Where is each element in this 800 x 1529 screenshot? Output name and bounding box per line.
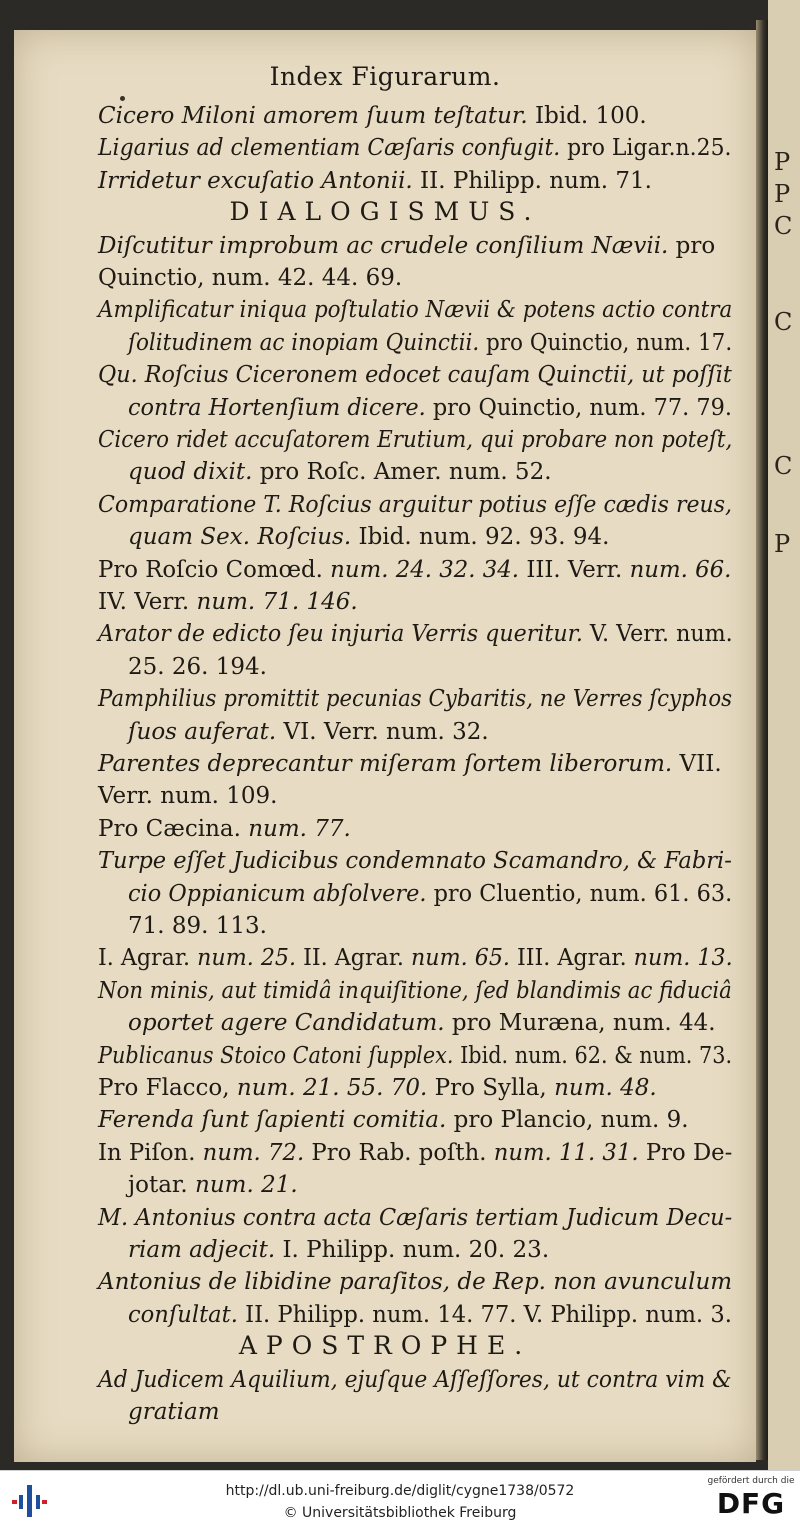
- permalink-url[interactable]: http://dl.ub.uni-freiburg.de/diglit/cygne1738/0572: [225, 1483, 575, 1499]
- page-edge: [756, 20, 768, 1460]
- index-entry-line: [98, 1104, 689, 1136]
- italic-text: num. 72.: [202, 1139, 305, 1166]
- dfg-logo[interactable]: DFG: [716, 1487, 786, 1520]
- roman-text: In Piſon.: [98, 1139, 203, 1166]
- index-entry-line: [98, 618, 733, 650]
- roman-text: pro Roſc. Amer. num. 52.: [252, 459, 552, 486]
- copyright-text: © Universitätsbibliothek Freiburg: [283, 1505, 517, 1521]
- roman-text: II. Philipp. num. 14. 77. V. Philipp. num. 3.: [237, 1301, 732, 1328]
- index-entry-line: [128, 1234, 549, 1266]
- next-page-glyph: C: [774, 452, 793, 480]
- index-entry-line: [128, 910, 267, 942]
- roman-text: II. Philipp. num. 71.: [412, 167, 652, 194]
- italic-text: num. 25.: [197, 945, 297, 972]
- index-entry-line: [98, 359, 732, 391]
- index-entry-line: [98, 1040, 733, 1072]
- index-entry-line: [128, 878, 733, 910]
- italic-text: gratiam: [128, 1399, 220, 1425]
- roman-text: V. Verr. num.: [582, 621, 733, 648]
- italic-text: num. 65.: [411, 945, 510, 972]
- roman-text: III. Agrar.: [509, 945, 634, 972]
- roman-text: I. Philipp. num. 20. 23.: [275, 1237, 550, 1263]
- index-entry-line: [98, 262, 402, 294]
- index-entry-line: [98, 975, 732, 1007]
- index-entry-line: [98, 813, 351, 845]
- index-entry-line: [98, 586, 358, 618]
- book-page: [14, 30, 756, 1462]
- index-entry-line: [98, 845, 732, 877]
- index-entry-line: [128, 521, 609, 553]
- index-entry-line: [98, 1137, 733, 1169]
- italic-text: riam adjecit.: [128, 1237, 276, 1263]
- roman-text: III. Verr.: [519, 556, 630, 583]
- index-entry-line: [98, 1266, 732, 1298]
- italic-text: num. 66.: [629, 556, 732, 583]
- roman-text: pro Cluentio, num. 61. 63.: [426, 880, 733, 907]
- italic-text: Publicanus Stoico Catoni ſupplex.: [98, 1042, 454, 1069]
- next-page-glyph: C: [774, 308, 793, 336]
- index-entry-line: [98, 489, 733, 521]
- roman-text: Ibid. num. 62. & num. 73.: [453, 1042, 733, 1069]
- next-page-glyph: C: [774, 212, 793, 240]
- roman-text: Quinctio, num. 42. 44. 69.: [98, 265, 403, 291]
- viewer-footer: [0, 1470, 800, 1529]
- italic-text: ſolitudinem ac inopiam Quinctii.: [128, 329, 480, 356]
- italic-text: Ad Judicem Aquilium, ejuſque Aſſeſſores, ut contra vim &: [98, 1366, 732, 1393]
- next-page-glyph: P: [774, 180, 791, 208]
- index-entry-line: [128, 651, 267, 683]
- section-heading: APOSTROPHE.: [238, 1331, 532, 1361]
- roman-text: pro Plancio, num. 9.: [446, 1107, 689, 1134]
- roman-text: pro Ligar.n.25.: [560, 135, 732, 162]
- roman-text: Pro Cæcina.: [98, 815, 249, 842]
- index-entry-line: [128, 1169, 298, 1201]
- italic-text: Ligarius ad clementiam Cæſaris confugit.: [98, 135, 561, 162]
- index-entry-line: [98, 1202, 733, 1234]
- roman-text: VII.: [672, 751, 722, 777]
- italic-text: num. 21. 55. 70.: [236, 1075, 428, 1101]
- roman-text: pro Quinctio, num. 17.: [479, 329, 733, 356]
- italic-text: Antonius de libidine paraſitos, de Rep. non avunculum: [98, 1269, 733, 1296]
- index-entry-line: [98, 230, 715, 262]
- italic-text: cio Oppianicum abſolvere.: [128, 880, 427, 907]
- roman-text: pro Muræna, num. 44.: [444, 1010, 716, 1037]
- italic-text: num. 48.: [554, 1075, 657, 1101]
- italic-text: Turpe eſſet Judicibus condemnato Scamandro, & Fabri-: [98, 848, 732, 875]
- italic-text: Irridetur excuſatio Antonii.: [98, 167, 413, 194]
- next-page-glyph: P: [774, 148, 791, 176]
- index-entry-line: [128, 1299, 732, 1331]
- italic-text: Qu. Roſcius Ciceronem edocet cauſam Quinctii, ut poſſit: [98, 362, 732, 389]
- italic-text: Non minis, aut timidâ inquiſitione, ſed blandimis ac fiduciâ: [98, 977, 732, 1004]
- italic-text: quam Sex. Roſcius.: [128, 524, 352, 551]
- italic-text: Comparatione T. Roſcius arguitur potius eſſe cædis reus,: [98, 491, 733, 518]
- index-entry-line: [98, 1364, 732, 1396]
- index-entry-line: [98, 165, 652, 197]
- index-entry-line: [98, 780, 277, 812]
- index-entry-line: [98, 294, 733, 326]
- roman-text: I. Agrar.: [98, 945, 198, 972]
- roman-text: 71. 89. 113.: [128, 913, 267, 939]
- italic-text: quod dixit.: [128, 459, 253, 486]
- roman-text: VI. Verr. num. 32.: [276, 718, 489, 745]
- roman-text: pro Quinctio, num. 77. 79.: [425, 394, 733, 421]
- next-page-glyph: P: [774, 530, 791, 558]
- index-entry-line: [128, 1396, 220, 1428]
- index-entry-line: [98, 1072, 657, 1104]
- italic-text: Parentes deprecantur miſeram ſortem liberorum.: [98, 751, 673, 777]
- index-entry-line: [128, 1007, 716, 1039]
- italic-text: conſultat.: [128, 1301, 238, 1328]
- italic-text: num. 24. 32. 34.: [330, 556, 520, 583]
- italic-text: M. Antonius contra acta Cæſaris tertiam Judicum Decu-: [98, 1204, 733, 1231]
- italic-text: oportet agere Candidatum.: [128, 1010, 445, 1037]
- italic-text: ſuos auferat.: [128, 718, 277, 745]
- index-entry-line: [98, 100, 647, 132]
- roman-text: Ibid. num. 92. 93. 94.: [351, 524, 610, 551]
- italic-text: num. 21.: [195, 1172, 298, 1199]
- index-entry-line: [98, 748, 722, 780]
- roman-text: Pro Rab. poſth.: [304, 1139, 494, 1166]
- roman-text: Pro Flacco,: [98, 1075, 237, 1101]
- page-title: Index Figurarum.: [269, 62, 501, 91]
- index-entry-line: [128, 392, 733, 424]
- funder-caption: gefördert durch die: [707, 1476, 795, 1486]
- roman-text: Verr. num. 109.: [98, 783, 278, 810]
- index-entry-line: [98, 132, 732, 164]
- section-heading: DIALOGISMUS.: [229, 197, 541, 227]
- index-entry-line: [98, 554, 732, 586]
- italic-text: Cicero Miloni amorem ſuum teſtatur.: [98, 103, 528, 129]
- index-entry-line: [98, 424, 733, 456]
- italic-text: num. 11. 31.: [493, 1139, 639, 1166]
- index-entry-line: [128, 327, 733, 359]
- italic-text: contra Hortenſium dicere.: [128, 394, 426, 421]
- roman-text: Pro Sylla,: [427, 1075, 555, 1101]
- roman-text: 25. 26. 194.: [128, 653, 267, 680]
- italic-text: Arator de edicto ſeu injuria Verris queritur.: [98, 621, 583, 648]
- index-entry-line: [98, 683, 733, 715]
- italic-text: num. 13.: [633, 945, 733, 972]
- italic-text: num. 77.: [248, 815, 351, 842]
- italic-text: Amplificatur iniqua poſtulatio Nævii & potens actio contra: [98, 297, 733, 324]
- index-entry-line: [128, 456, 552, 488]
- roman-text: jotar.: [128, 1172, 196, 1199]
- italic-text: num. 71. 146.: [196, 589, 358, 615]
- italic-text: Cicero ridet accuſatorem Erutium, qui probare non poteſt,: [98, 427, 733, 453]
- roman-text: Pro Roſcio Comœd.: [98, 556, 331, 583]
- index-entry-line: [98, 942, 733, 974]
- roman-text: Ibid. 100.: [527, 103, 647, 129]
- roman-text: Pro De-: [638, 1139, 733, 1166]
- roman-text: II. Agrar.: [296, 945, 412, 972]
- italic-text: Ferenda ſunt ſapienti comitia.: [98, 1107, 447, 1134]
- index-entry-line: [128, 716, 489, 748]
- roman-text: IV. Verr.: [98, 589, 197, 615]
- italic-text: Pamphilius promittit pecunias Cybaritis, ne Verres ſcyphos: [98, 686, 733, 713]
- italic-text: Diſcutitur improbum ac crudele conſilium Nævii.: [98, 232, 669, 259]
- roman-text: pro: [668, 232, 716, 259]
